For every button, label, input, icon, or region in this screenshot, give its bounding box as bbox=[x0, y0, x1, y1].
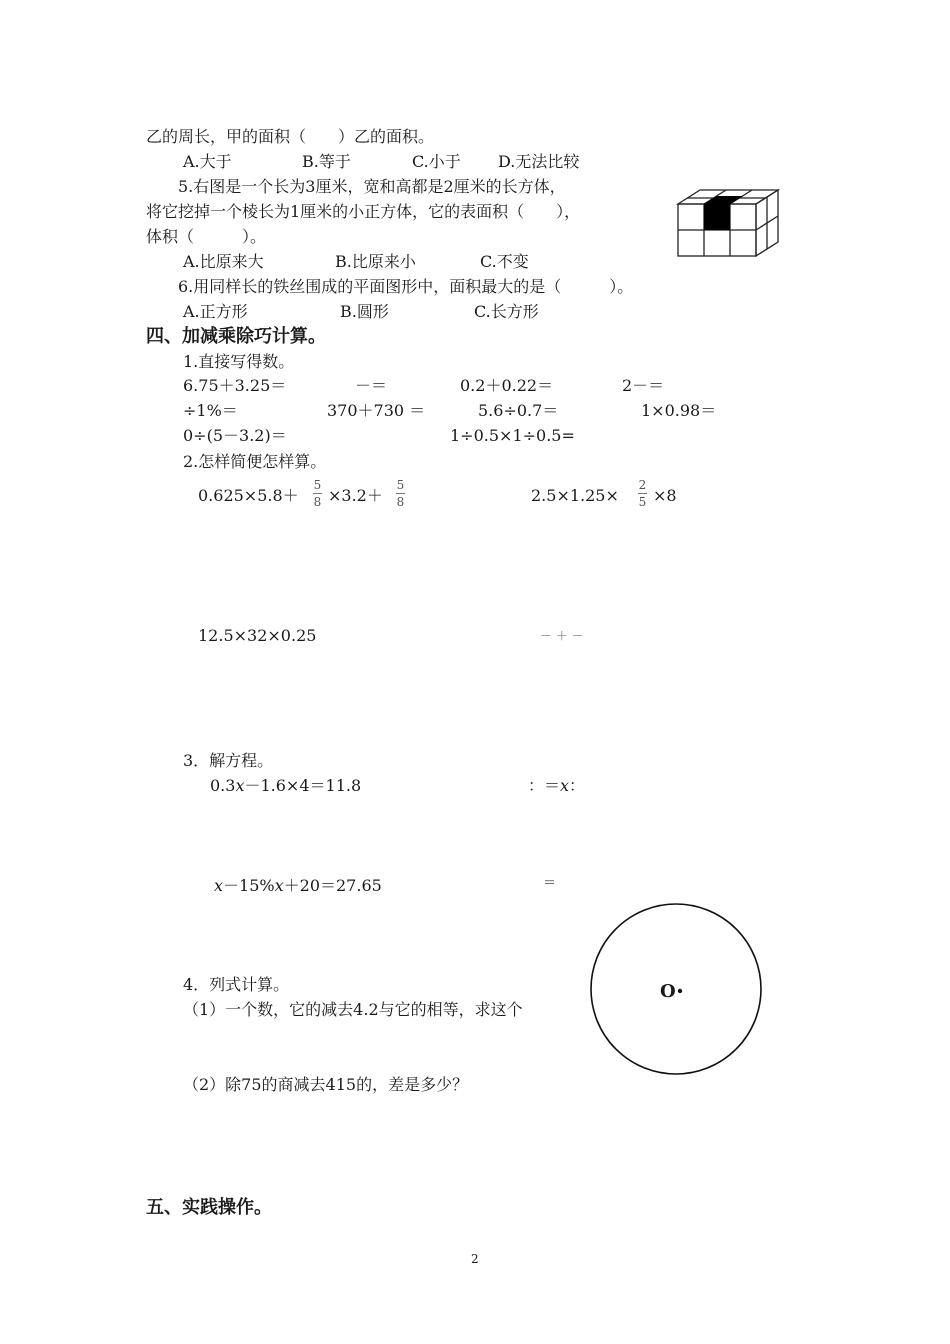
fraction-numerator: 2 bbox=[638, 478, 647, 492]
q5-line-2: 将它挖掉一个棱长为1厘米的小正方体，它的表面积（ ）， bbox=[146, 202, 581, 221]
eq-coefficient: 0.3 bbox=[210, 776, 236, 795]
eq-rest: ＋20＝27.65 bbox=[283, 876, 382, 895]
s4-q1-r1-c4: 2－＝ bbox=[622, 376, 665, 395]
s4-q1-r2-c4: 1×0.98＝ bbox=[641, 401, 717, 420]
cuboid-figure bbox=[676, 188, 782, 258]
variable-x: x bbox=[560, 776, 570, 795]
s4-q1-r3-c2: 1÷0.5×1÷0.5= bbox=[450, 426, 575, 445]
circle-center-label: O bbox=[660, 981, 676, 1002]
fraction-numerator: 5 bbox=[396, 478, 405, 492]
s4-q2-expr1-part1: 0.625×5.8＋ bbox=[198, 486, 299, 505]
q4-option-d: D.无法比较 bbox=[498, 152, 580, 171]
s4-q2-title: 2.怎样简便怎样算。 bbox=[183, 452, 327, 471]
s4-q2-expr3: 12.5×32×0.25 bbox=[198, 626, 317, 645]
s4-q4-title: 4．列式计算。 bbox=[183, 975, 290, 994]
circle-center-dot bbox=[678, 989, 682, 993]
s4-q4-item-2: （2）除75的商减去415的，差是多少？ bbox=[183, 1075, 469, 1094]
s4-q3-eq2 bbox=[528, 776, 585, 796]
eq-rest: －1.6×4＝11.8 bbox=[244, 776, 362, 795]
fraction-denominator: 8 bbox=[396, 495, 405, 509]
fraction-denominator: 8 bbox=[313, 495, 322, 509]
q4-option-b: B.等于 bbox=[302, 152, 351, 171]
fraction-bar bbox=[313, 493, 322, 494]
q5-line-3: 体积（ ）。 bbox=[146, 227, 267, 246]
s4-q2-expr1-part2: ×3.2＋ bbox=[328, 486, 383, 505]
s4-q3-eq3 bbox=[214, 876, 382, 896]
eq-part: －15% bbox=[223, 876, 275, 895]
s4-q4-item-1: （1）一个数，它的减去4.2与它的相等，求这个 bbox=[183, 1000, 523, 1019]
section-5-title: 五、实践操作。 bbox=[146, 1197, 272, 1218]
s4-q2-expr1-fraction2 bbox=[396, 478, 405, 509]
q4-option-c: C.小于 bbox=[412, 152, 461, 171]
s4-q1-r2-c3: 5.6÷0.7＝ bbox=[478, 401, 559, 420]
s4-q2-expr2-part1: 2.5×1.25× bbox=[531, 486, 619, 505]
s4-q3-eq4: ＝ bbox=[543, 876, 557, 891]
section-4-title: 四、加减乘除巧计算。 bbox=[146, 326, 326, 347]
q4-continuation: 乙的周长，甲的面积（ ）乙的面积。 bbox=[146, 127, 435, 146]
q6-line: 6.用同样长的铁丝围成的平面图形中，面积最大的是（ ）。 bbox=[178, 277, 634, 296]
fraction-bar bbox=[638, 493, 647, 494]
q5-option-a: A.比原来大 bbox=[183, 252, 264, 271]
q5-option-c: C.不变 bbox=[480, 252, 529, 271]
q6-option-a: A.正方形 bbox=[183, 302, 248, 321]
s4-q2-expr4: － ＋ － bbox=[540, 629, 584, 643]
s4-q2-expr1-fraction1 bbox=[313, 478, 322, 509]
q6-option-b: B.圆形 bbox=[340, 302, 389, 321]
s4-q3-eq1 bbox=[210, 776, 361, 796]
eq-ratio-right: ： bbox=[569, 776, 586, 795]
s4-q1-r1-c2: －＝ bbox=[355, 376, 388, 395]
s4-q1-r2-c2: 370＋730 ＝ bbox=[327, 401, 426, 420]
q5-line-1: 5.右图是一个长为3厘米，宽和高都是2厘米的长方体， bbox=[178, 177, 566, 196]
fraction-numerator: 5 bbox=[313, 478, 322, 492]
s4-q1-r3-c1: 0÷(5－3.2)＝ bbox=[183, 426, 287, 445]
circle-figure bbox=[588, 901, 764, 1077]
fraction-denominator: 5 bbox=[638, 495, 647, 509]
s4-q1-title: 1.直接写得数。 bbox=[183, 352, 295, 371]
page-number: 2 bbox=[471, 1252, 479, 1266]
fraction-bar bbox=[396, 493, 405, 494]
s4-q1-r1-c3: 0.2＋0.22＝ bbox=[460, 376, 554, 395]
q4-option-a: A.大于 bbox=[183, 152, 232, 171]
q6-option-c: C.长方形 bbox=[474, 302, 539, 321]
s4-q1-r1-c1: 6.75＋3.25＝ bbox=[183, 376, 287, 395]
s4-q2-expr2-fraction bbox=[638, 478, 647, 509]
variable-x: x bbox=[214, 876, 224, 895]
variable-x: x bbox=[235, 776, 245, 795]
eq-ratio-left: ：＝ bbox=[528, 776, 561, 795]
removed-cube-front bbox=[704, 204, 730, 230]
q5-option-b: B.比原来小 bbox=[335, 252, 416, 271]
variable-x: x bbox=[274, 876, 284, 895]
s4-q1-r2-c1: ÷1%＝ bbox=[183, 401, 238, 420]
s4-q3-title: 3．解方程。 bbox=[183, 751, 274, 770]
s4-q2-expr2-part2: ×8 bbox=[653, 486, 677, 505]
